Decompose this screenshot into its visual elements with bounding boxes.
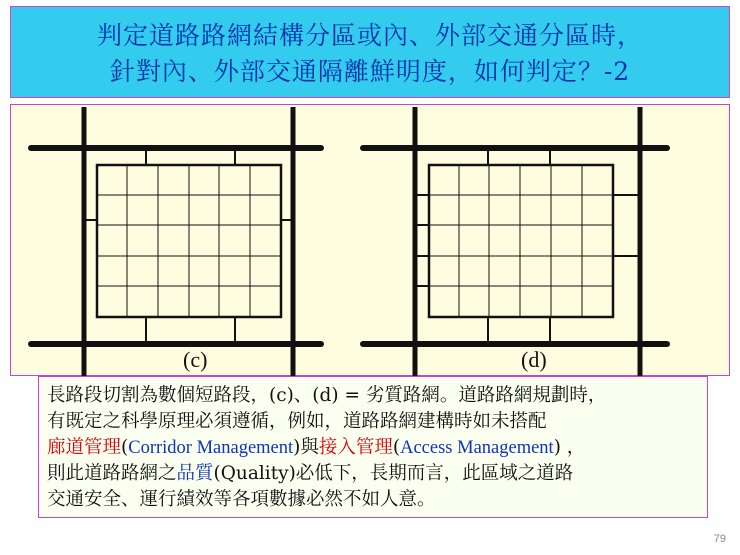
text-line-1: 長路段切割為數個短路段，(c)、(d) = 劣質路網。道路路網規劃時，: [47, 385, 607, 406]
grid-d: [429, 165, 613, 317]
diagram-d: [363, 107, 667, 377]
grid-c: [97, 165, 281, 317]
text-line-5: 交通安全、運行績效等各項數據必然不如人意。: [47, 489, 436, 510]
title-line-1: 判定道路路網結構分區或內、外部交通分區時，: [96, 21, 643, 50]
paren-close: ) ，: [553, 437, 586, 458]
corridor-management-en: Corridor Management: [128, 438, 294, 458]
text-fragment: (Quality)必低下，長期而言，此區域之道路: [213, 463, 574, 484]
access-management-en: Access Management: [400, 438, 554, 458]
diagram-c: [31, 107, 321, 377]
corridor-management-term: 廊道管理: [47, 437, 122, 458]
title-banner: [10, 6, 730, 98]
text-line-4: [47, 461, 699, 487]
conjunction: )與: [293, 437, 319, 458]
title-line-2: 針對內、外部交通隔離鮮明度，如何判定？-2: [109, 57, 631, 86]
paren-open: (: [392, 437, 401, 458]
description-box: [38, 376, 708, 518]
caption-c: (c): [183, 347, 208, 372]
text-fragment: 則此道路路網之: [47, 463, 177, 484]
text-line-3: [47, 435, 699, 461]
access-management-term: 接入管理: [318, 437, 393, 458]
page-number: 79: [713, 533, 726, 545]
text-line-2: 有既定之科學原理必須遵循，例如，道路路網建構時如未搭配: [47, 411, 547, 432]
network-diagrams: [11, 105, 731, 377]
caption-d: (d): [521, 347, 547, 372]
quality-term: 品質: [176, 463, 214, 484]
diagram-panel: [10, 104, 730, 376]
paren-open: (: [121, 437, 129, 458]
block-d: [429, 165, 613, 317]
